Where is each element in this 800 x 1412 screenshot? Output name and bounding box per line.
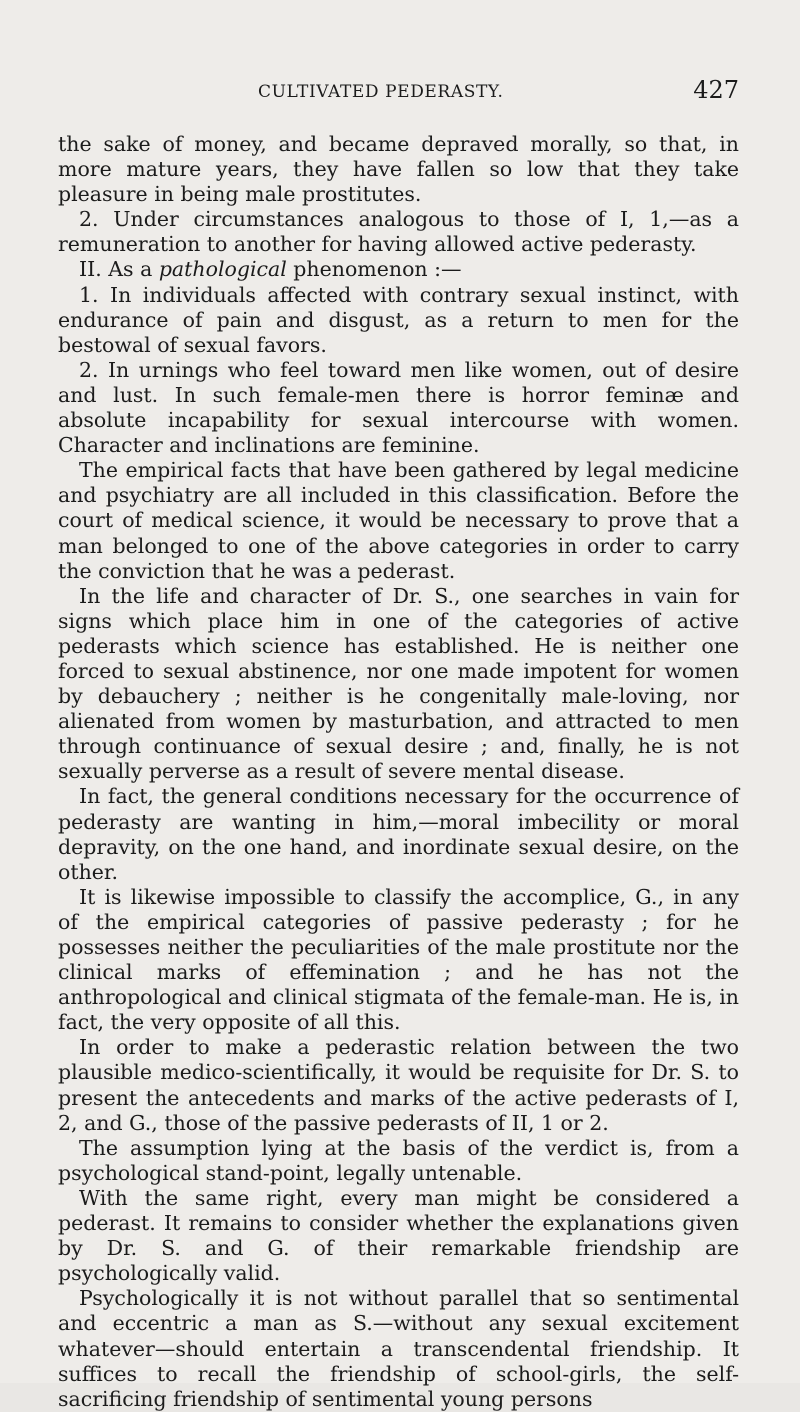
paragraph-lead: II. As a — [79, 257, 159, 282]
paragraph: Psychologically it is not without parallel that so sentimental and eccentric a man as S.—without any sexual excitement whatever—should entertain a transcendental friendship. It suffices to recall the friendship of school-girls, the self-sacrificing friendship of sentimental young persons — [58, 1286, 739, 1411]
italic-term: pathological — [158, 257, 287, 282]
paragraph: the sake of money, and became depraved morally, so that, in more mature years, they have fallen so low that they take pleasure in being male prostitutes. — [58, 132, 739, 207]
page-number: 427 — [693, 76, 739, 104]
running-head: CULTIVATED PEDERASTY. — [258, 82, 504, 102]
paragraph: It is likewise impossible to classify the accomplice, G., in any of the empirical categories of passive pederasty ; for he possesses neither the peculiarities of the male prostitute nor the clinical marks of effemination ; and he has not the anthropological and clinical stigmata of the female-man. He is, in fact, the very opposite of all this. — [58, 884, 739, 1035]
paragraph — [58, 257, 739, 282]
paragraph: 2. In urnings who feel toward men like women, out of desire and lust. In such female-men there is horror feminæ and absolute incapability for sexual intercourse with women. Character and inclinations are feminine. — [58, 357, 739, 458]
paragraph: With the same right, every man might be considered a pederast. It remains to consider whether the explanations given by Dr. S. and G. of their remarkable friendship are psychologically valid. — [58, 1185, 739, 1286]
page-header — [58, 74, 739, 114]
paragraph: 1. In individuals affected with contrary sexual instinct, with endurance of pain and disgust, as a return to men for the bestowal of sexual favors. — [58, 282, 739, 357]
paragraph-tail: phenomenon :— — [286, 257, 462, 282]
paragraph: In order to make a pederastic relation between the two plausible medico-scientifically, it would be requisite for Dr. S. to present the antecedents and marks of the active pederasts of I, 2, and G., those of the passive pederasts of II, 1 or 2. — [58, 1035, 739, 1135]
paragraph: 2. Under circumstances analogous to those of I, 1,—as a remuneration to another for having allowed active pederasty. — [58, 207, 739, 257]
body-text — [58, 132, 739, 1412]
paragraph: In the life and character of Dr. S., one searches in vain for signs which place him in one of the categories of active pederasts which science has established. He is neither one forced to sexual abstinence, nor one made impotent for women by debauchery ; neither is he congenitally male-loving, nor alienated from women by masturbation, and attracted to men through continuance of sexual desire ; and, finally, he is not sexually perverse as a result of severe mental disease. — [58, 583, 739, 784]
paragraph: In fact, the general conditions necessary for the occurrence of pederasty are wanting in him,—moral imbecility or moral depravity, on the one hand, and inordinate sexual desire, on the other. — [58, 784, 739, 884]
paragraph: The empirical facts that have been gathered by legal medicine and psychiatry are all included in this classification. Before the court of medical science, it would be necessary to prove that a man belonged to one of the above categories in order to carry the conviction that he was a pederast. — [58, 458, 739, 583]
paragraph: The assumption lying at the basis of the verdict is, from a psychological stand-point, legally untenable. — [58, 1135, 739, 1185]
